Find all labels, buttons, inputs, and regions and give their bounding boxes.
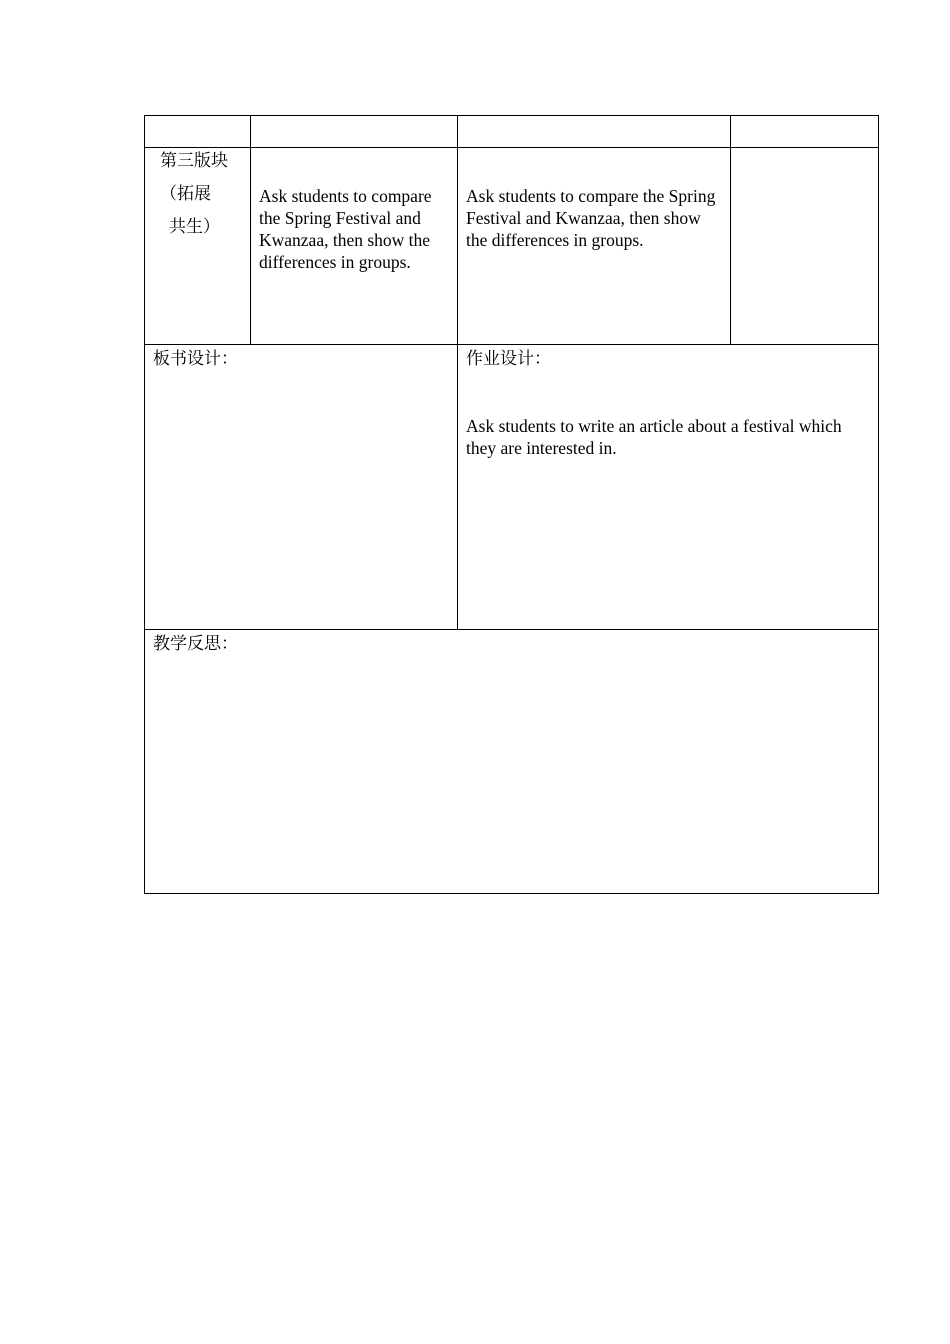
row-divider-header xyxy=(144,147,879,148)
stage-label-line2: （拓展 xyxy=(160,184,211,204)
table-border-left xyxy=(144,115,145,894)
homework-design-label: 作业设计： xyxy=(466,349,551,369)
row-divider-design xyxy=(144,629,879,630)
teaching-reflection-label: 教学反思： xyxy=(153,634,238,654)
column-divider-1 xyxy=(250,115,251,345)
blackboard-design-label: 板书设计： xyxy=(153,349,238,369)
student-activity-text: Ask students to compare the Spring Festival and Kwanzaa, then show the differences in groups. xyxy=(466,186,720,250)
stage-label-line1: 第三版块 xyxy=(160,151,228,171)
row-divider-section-three xyxy=(144,344,879,345)
homework-design-content: Ask students to write an article about a festival which they are interested in. xyxy=(466,416,847,458)
table-border-right xyxy=(878,115,879,894)
table-border-top xyxy=(144,115,879,116)
table-border-bottom xyxy=(144,893,879,894)
teacher-activity-text: Ask students to compare the Spring Festival and Kwanzaa, then show the differences in groups. xyxy=(259,186,436,272)
column-divider-3 xyxy=(730,115,731,345)
column-divider-2 xyxy=(457,115,458,630)
stage-label-line3: 共生） xyxy=(169,217,220,237)
